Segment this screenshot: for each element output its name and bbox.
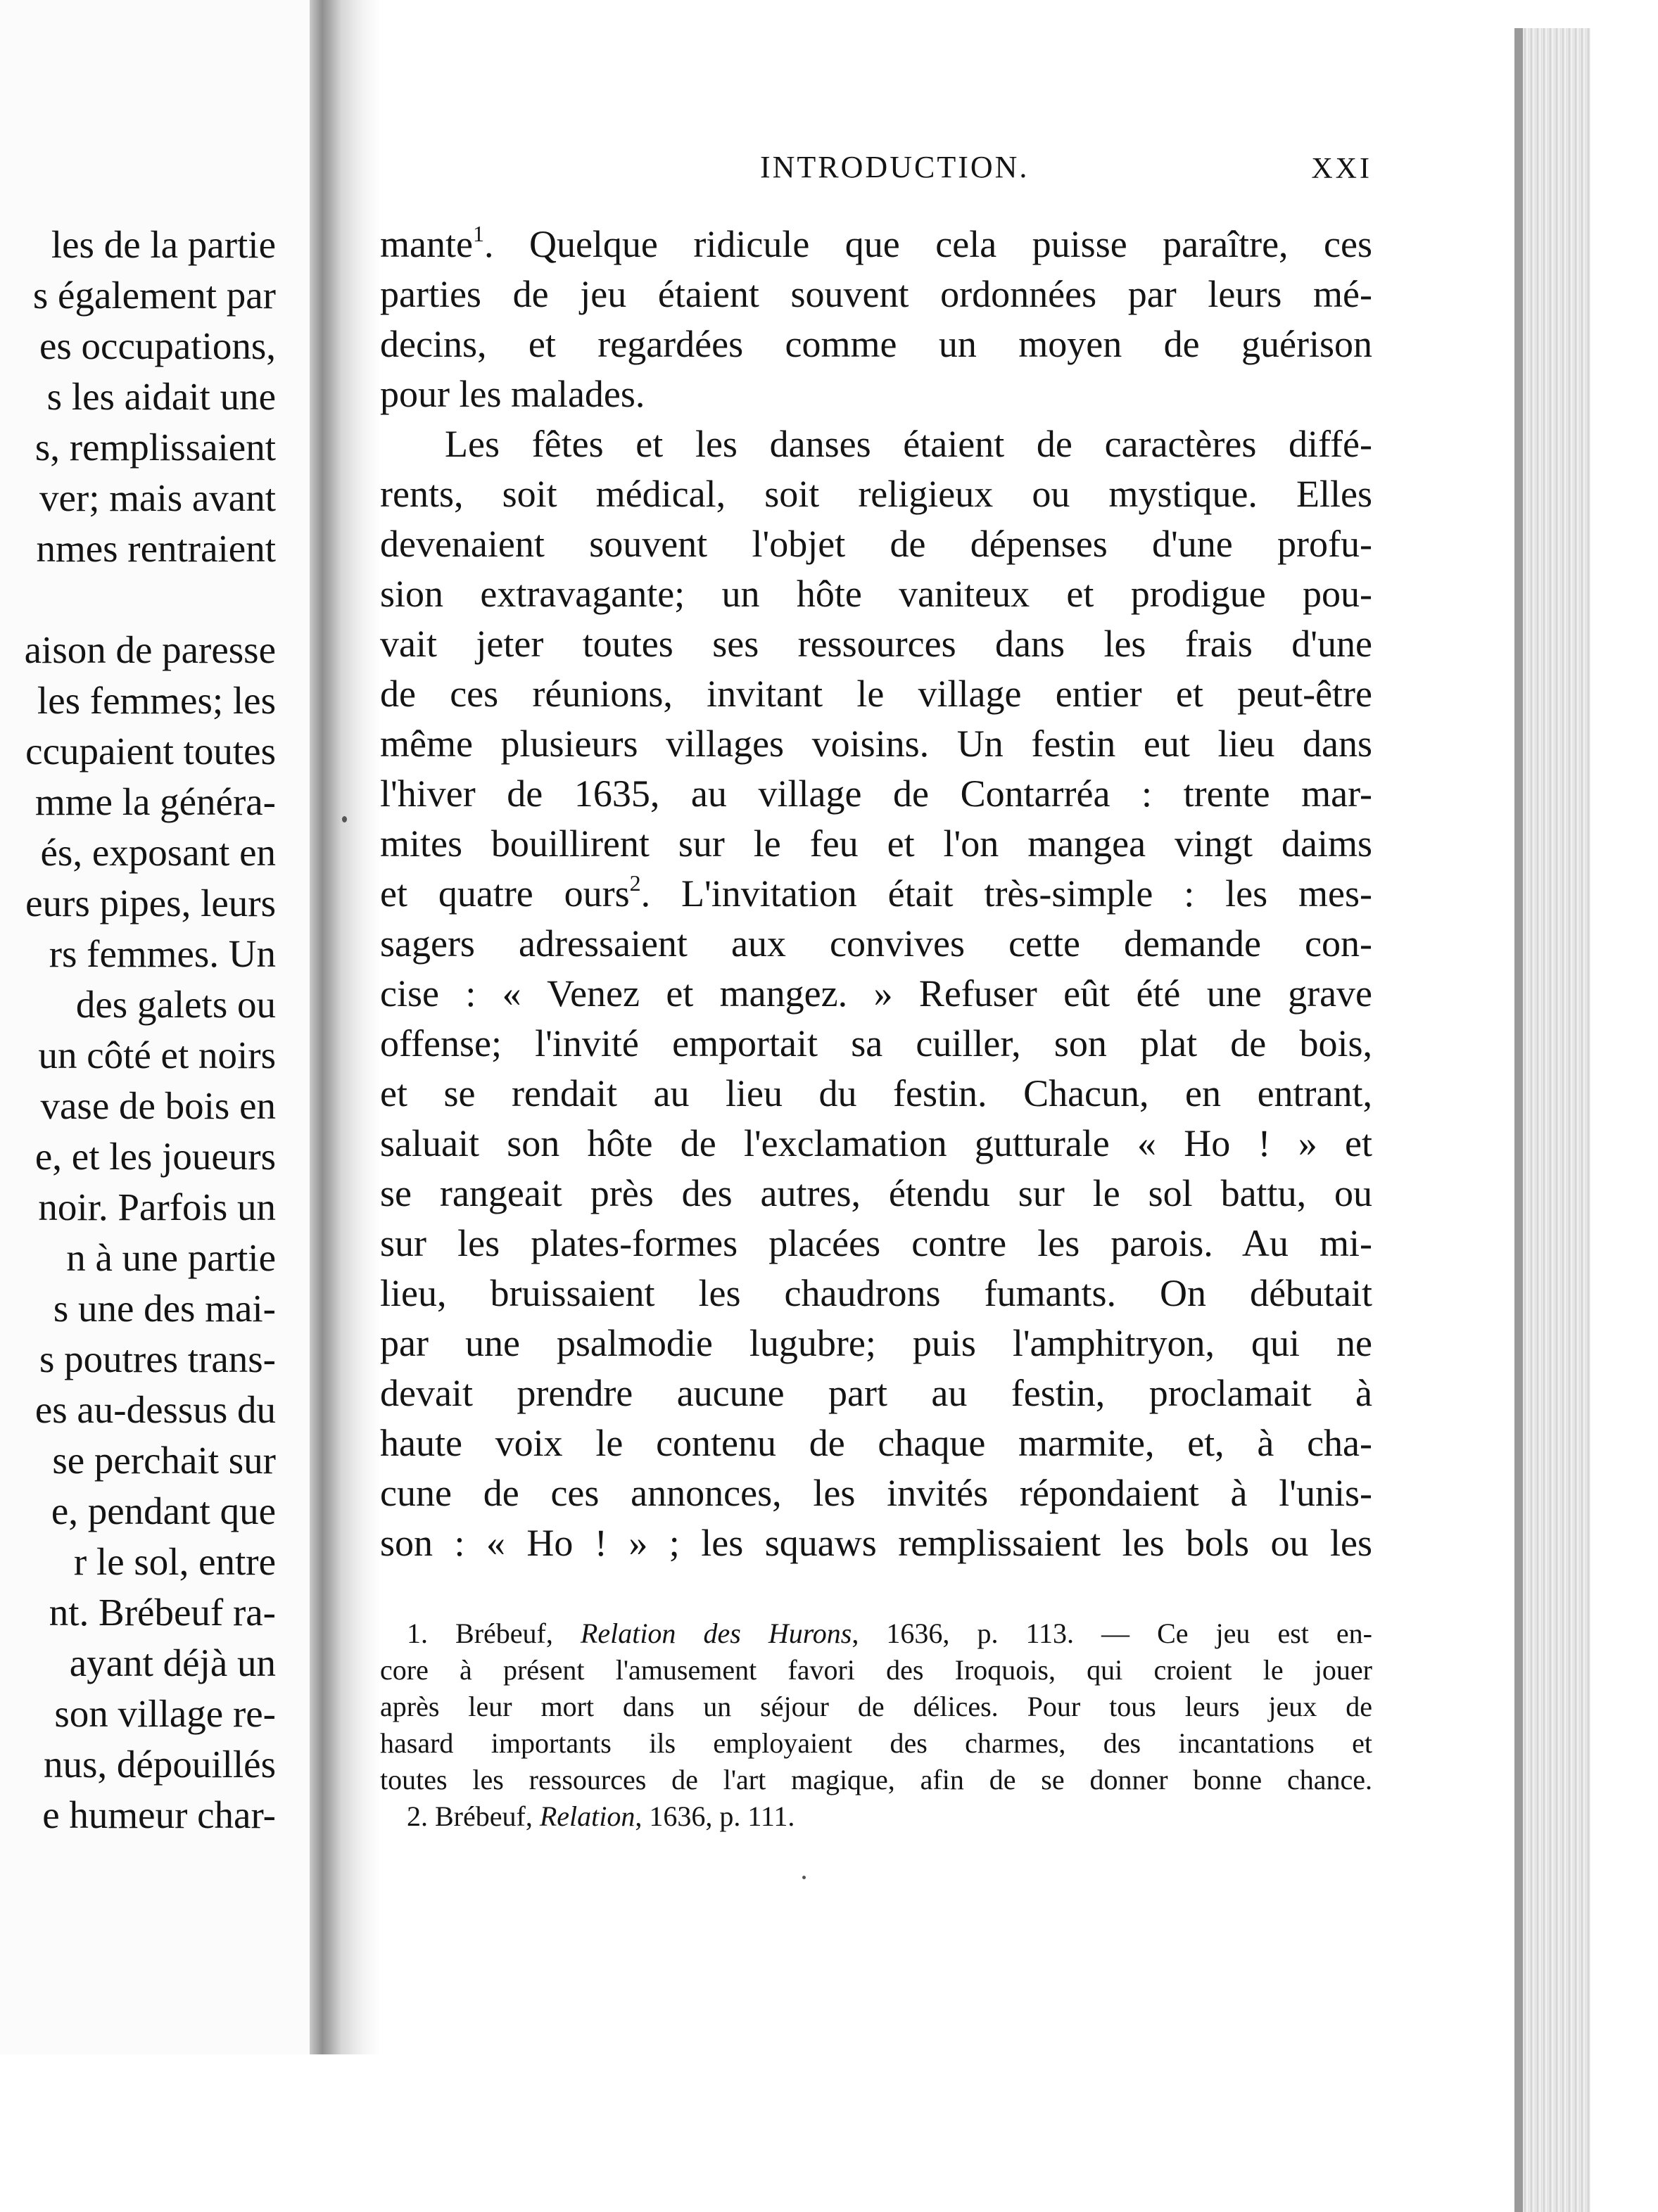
footnotes bbox=[380, 1615, 1372, 1835]
left-page-line: vase de bois en bbox=[40, 1084, 276, 1127]
text-line: sur les plates-formes placées contre les parois. Au mi- bbox=[380, 1222, 1372, 1264]
left-page-line: nmes rentraient bbox=[36, 527, 276, 570]
text-segment: et quatre ours bbox=[380, 872, 630, 915]
text-line: vait jeter toutes ses ressources dans les frais d'une bbox=[380, 623, 1372, 665]
text-line: mites bouillirent sur le feu et l'on mangea vingt daims bbox=[380, 822, 1372, 865]
page-edge-stack bbox=[1523, 28, 1590, 2212]
left-page-line: s une des mai- bbox=[53, 1287, 276, 1330]
text-line: pour les malades. bbox=[380, 373, 645, 415]
left-page-line: s poutres trans- bbox=[39, 1337, 276, 1380]
left-page-line: ccupaient toutes bbox=[25, 730, 276, 773]
text-line: rents, soit médical, soit religieux ou mystique. Elles bbox=[380, 473, 1372, 515]
page-edge-shadow bbox=[1514, 28, 1523, 2212]
left-page-line: les femmes; les bbox=[37, 679, 276, 722]
left-page-line: s également par bbox=[32, 274, 276, 317]
cited-title: Relation bbox=[539, 1800, 635, 1832]
left-page-line: e, et les joueurs bbox=[34, 1135, 276, 1178]
text-line: saluait son hôte de l'exclamation gutturale « Ho ! » et bbox=[380, 1122, 1372, 1164]
running-head-title: INTRODUCTION. bbox=[760, 150, 1030, 184]
left-page-line: rs femmes. Un bbox=[49, 932, 276, 975]
paper-speck bbox=[802, 1876, 806, 1879]
running-head bbox=[380, 149, 1372, 191]
left-page-line: son village re- bbox=[54, 1692, 276, 1735]
footnote-1 bbox=[380, 1615, 1372, 1652]
footnote-line: hasard importants ils employaient des charmes, des incantations et bbox=[380, 1727, 1372, 1759]
text-segment: . L'invitation était très-simple : les mes- bbox=[640, 872, 1372, 915]
left-page-line: r le sol, entre bbox=[73, 1540, 276, 1583]
text-line: parties de jeu étaient souvent ordonnées par leurs mé- bbox=[380, 273, 1372, 315]
left-page-line: noir. Parfois un bbox=[38, 1186, 276, 1228]
left-page-line: s les aidait une bbox=[46, 375, 276, 418]
body-text bbox=[380, 220, 1372, 1568]
footnote-line: core à présent l'amusement favori des Iroquois, qui croient le jouer bbox=[380, 1654, 1372, 1686]
text-line bbox=[380, 220, 1372, 269]
footnote-line: après leur mort dans un séjour de délices. Pour tous leurs jeux de bbox=[380, 1691, 1372, 1722]
text-line: de ces réunions, invitant le village entier et peut-être bbox=[380, 673, 1372, 715]
text-line: par une psalmodie lugubre; puis l'amphitryon, qui ne bbox=[380, 1322, 1372, 1364]
footnote-ref: 1 bbox=[472, 221, 484, 246]
left-page-line: ver; mais avant bbox=[39, 476, 276, 519]
left-page-line: e, pendant que bbox=[51, 1489, 276, 1532]
text-line: devenaient souvent l'objet de dépenses d'une profu- bbox=[380, 523, 1372, 565]
book-gutter bbox=[310, 0, 380, 2212]
text-line: se rangeait près des autres, étendu sur le sol battu, ou bbox=[380, 1172, 1372, 1214]
left-page-line: nus, dépouillés bbox=[44, 1743, 276, 1786]
footnote-line: toutes les ressources de l'art magique, afin de se donner bonne chance. bbox=[380, 1764, 1372, 1795]
left-page-line: se perchait sur bbox=[52, 1439, 276, 1482]
footnote-2 bbox=[380, 1798, 1372, 1835]
left-page-line: és, exposant en bbox=[40, 831, 276, 874]
text-segment: , 1636, p. 113. — Ce jeu est en- bbox=[852, 1617, 1373, 1649]
left-page-line: des galets ou bbox=[75, 983, 276, 1026]
left-page-line: e humeur char- bbox=[42, 1793, 276, 1836]
paper-speck bbox=[342, 816, 347, 822]
left-page-line: les de la partie bbox=[51, 223, 276, 266]
left-page-line: es occupations, bbox=[39, 324, 276, 367]
text-line: decins, et regardées comme un moyen de guérison bbox=[380, 323, 1372, 365]
text-line: devait prendre aucune part au festin, proclamait à bbox=[380, 1372, 1372, 1414]
text-line: sagers adressaient aux convives cette demande con- bbox=[380, 922, 1372, 965]
right-page bbox=[380, 0, 1590, 2212]
cited-title: Relation des Hurons bbox=[580, 1617, 852, 1649]
text-line: et se rendait au lieu du festin. Chacun, en entrant, bbox=[380, 1072, 1372, 1114]
left-page-line: eurs pipes, leurs bbox=[25, 882, 276, 924]
text-line: lieu, bruissaient les chaudrons fumants. On débutait bbox=[380, 1272, 1372, 1314]
left-page-line: nt. Brébeuf ra- bbox=[49, 1591, 276, 1634]
left-page-line: ayant déjà un bbox=[69, 1641, 276, 1684]
text-line: cise : « Venez et mangez. » Refuser eût été une grave bbox=[380, 972, 1372, 1015]
text-segment: , 1636, p. 111. bbox=[635, 1800, 795, 1832]
left-page-line: es au-dessus du bbox=[34, 1388, 276, 1431]
text-line bbox=[380, 869, 1372, 919]
text-segment: . Quelque ridicule que cela puisse paraître, ces bbox=[483, 223, 1372, 265]
left-page-line: mme la généra- bbox=[34, 780, 276, 823]
text-segment: 2. Brébeuf, bbox=[407, 1800, 540, 1832]
left-page bbox=[0, 0, 310, 2212]
left-page-line: aison de paresse bbox=[24, 628, 276, 671]
text-line: cune de ces annonces, les invités répondaient à l'unis- bbox=[380, 1472, 1372, 1514]
left-page-line: un côté et noirs bbox=[38, 1034, 276, 1076]
text-line: son : « Ho ! » ; les squaws remplissaient les bols ou les bbox=[380, 1522, 1372, 1564]
text-line: l'hiver de 1635, au village de Contarréa : trente mar- bbox=[380, 773, 1372, 815]
gutter-bottom bbox=[0, 2054, 380, 2212]
page-number: XXI bbox=[1311, 153, 1372, 185]
left-page-line: n à une partie bbox=[66, 1236, 276, 1279]
left-page-text bbox=[25, 220, 276, 1841]
text-line: offense; l'invité emportait sa cuiller, son plat de bois, bbox=[380, 1022, 1372, 1064]
text-line: haute voix le contenu de chaque marmite, et, à cha- bbox=[380, 1422, 1372, 1464]
text-segment: 1. Brébeuf, bbox=[407, 1617, 581, 1649]
text-line: sion extravagante; un hôte vaniteux et prodigue pou- bbox=[380, 573, 1372, 615]
text-line: Les fêtes et les danses étaient de caractères diffé- bbox=[445, 423, 1372, 465]
text-line: même plusieurs villages voisins. Un festin eut lieu dans bbox=[380, 723, 1372, 765]
footnote-ref: 2 bbox=[629, 870, 641, 896]
left-page-line: s, remplissaient bbox=[34, 426, 276, 469]
text-segment: mante bbox=[380, 223, 473, 265]
